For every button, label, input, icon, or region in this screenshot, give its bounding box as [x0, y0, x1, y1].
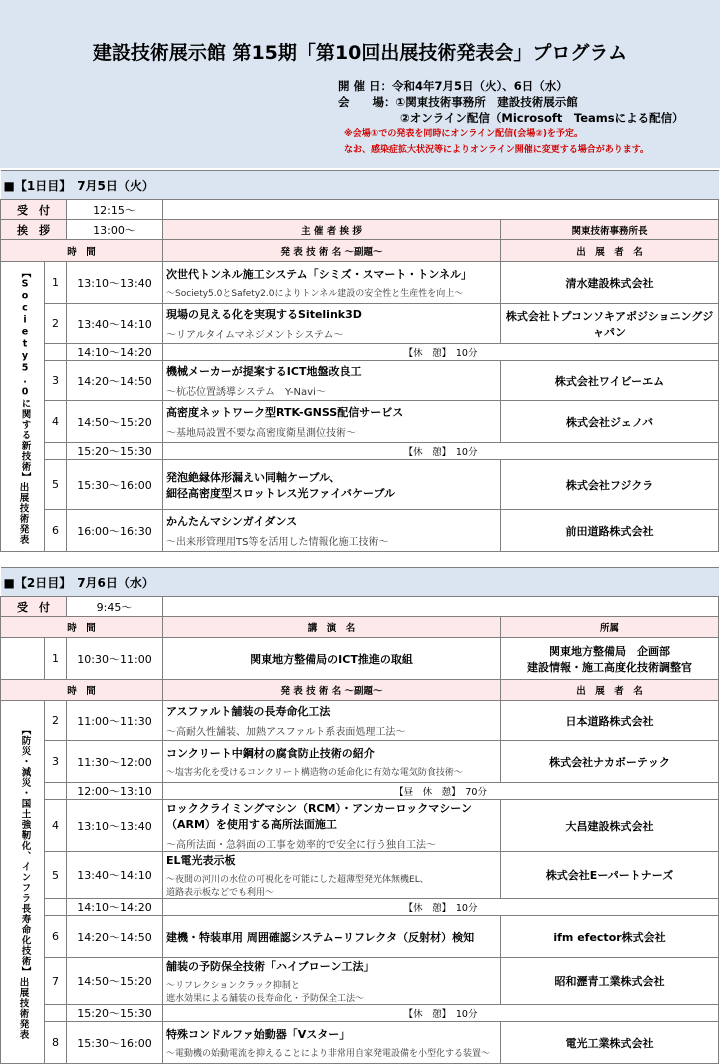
lecture-title: 関東地方整備局のICT推進の取組: [163, 638, 501, 680]
day2-row-company: 株式会社ナカボーテック: [501, 741, 719, 783]
day2-category-side: 出展技術発表: [17, 976, 29, 1040]
reception2-label: 受 付: [1, 597, 67, 617]
day2-row-no: 2: [45, 701, 67, 741]
day2-label: ■【2日目】 7月6日（水）: [1, 568, 719, 597]
day1-break-text: 【休 憩】 10分: [163, 344, 719, 361]
day2-row-tech: [163, 1022, 501, 1064]
day1-tech-title: かんたんマシンガイダンス: [166, 515, 298, 528]
day1-row-time: 13:10～13:40: [67, 262, 163, 304]
reception-time: 12:15～: [67, 200, 163, 220]
day2-row-company: 昭和瀝青工業株式会社: [501, 958, 719, 1005]
day1-row-time: 14:50～15:20: [67, 401, 163, 443]
day1-tech-subtitle: ～Society5.0とSafety2.0によりトンネル建設の安全性と生産性を向上～: [166, 289, 464, 299]
day2-row-no: 7: [45, 958, 67, 1005]
event-info: [338, 78, 684, 126]
day2-tech-title: 建機・特装車用 周囲確認システム−リフレクタ（反射材）検知: [166, 930, 475, 944]
header2-time: 時 間: [1, 617, 163, 638]
day2-row-time: 13:40～14:10: [67, 852, 163, 899]
day1-row-no: 6: [45, 510, 67, 552]
day2-tech-title: コンクリート中鋼材の腐食防止技術の紹介: [166, 747, 375, 760]
day2-tech-subtitle: ～リフレクションクラック抑制と 遮水効果による舗装の長寿命化・予防保全工法～: [166, 981, 365, 1004]
day1-category-side: 出展技術発表: [17, 482, 29, 546]
day1-row-company: 株式会社フジクラ: [501, 460, 719, 510]
day2-break-time: 12:00～13:10: [67, 783, 163, 800]
header2-lecture: 講 演 名: [163, 617, 501, 638]
day2-break-time: 15:20～15:30: [67, 1005, 163, 1022]
day1-tech-title: 高密度ネットワーク型RTK-GNSS配信サービス: [166, 406, 404, 419]
day1-row-company: 株式会社ジェノバ: [501, 401, 719, 443]
day2-row-company: 株式会社Eーパートナーズ: [501, 852, 719, 899]
day1-tech-title: 発泡絶縁体形漏えい同軸ケーブル、 細径高密度型スロットレス光ファイバケーブル: [166, 470, 396, 500]
day2-row-no: 8: [45, 1022, 67, 1064]
reception-label: 受 付: [1, 200, 67, 220]
day1-break-time: 15:20～15:30: [67, 443, 163, 460]
note-1: ※会場①での発表を同時にオンライン配信(会場②)を予定。: [344, 129, 583, 139]
day2-row-company: 電光工業株式会社: [501, 1022, 719, 1064]
day1-break-text: 【休 憩】 10分: [163, 443, 719, 460]
lecture-time: 10:30～11:00: [67, 638, 163, 680]
day1-tech-subtitle: ～基地局設置不要な高密度衛星測位技術～: [166, 428, 356, 439]
day2-tech-subtitle: ～高所法面・急斜面の工事を効率的で安全に行う独自工法～: [166, 840, 436, 851]
day2-break-text: 【休 憩】 10分: [163, 899, 719, 916]
day2-tech-subtitle: ～電動機の始動電流を抑えることにより非常用自家発電設備を小型化する装置～: [166, 1049, 491, 1059]
header-exhibitor: 出 展 者 名: [501, 240, 719, 262]
day2-row-tech: [163, 701, 501, 741]
day1-row-company: 株式会社トプコンソキアポジショニングジャパン: [501, 304, 719, 344]
day1-row-time: 15:30～16:00: [67, 460, 163, 510]
day1-row-company: 清水建設株式会社: [501, 262, 719, 304]
day2-tech-title: アスファルト舗装の長寿命化工法: [166, 705, 331, 718]
page-title: 建設技術展示館 第15期「第10回出展技術発表会」プログラム: [92, 42, 628, 64]
day1-tech-title: 次世代トンネル施工システム「シミズ・スマート・トンネル」: [166, 268, 473, 281]
day2-row-time: 13:10～13:40: [67, 800, 163, 852]
day1-row-company: 前田道路株式会社: [501, 510, 719, 552]
reception2-time: 9:45～: [67, 597, 163, 617]
day2-tech-subtitle: ～高耐久性舗装、加熱アスファルト系表面処理工法～: [166, 727, 406, 738]
day1-row-no: 2: [45, 304, 67, 344]
day2-category-title: 【防災・減災・国土強靭化、インフラ長寿命化技術】: [19, 724, 31, 977]
day1-table: [0, 170, 719, 552]
day1-tech-title: 現場の見える化を実現するSitelink3D: [166, 308, 362, 321]
day2-tech-subtitle: ～夜間の河川の水位の可視化を可能にした超薄型発光体無機EL、 道路表示板などでも利用～: [166, 875, 429, 898]
day1-row-tech: [163, 304, 501, 344]
day2-break-text: 【休 憩】 10分: [163, 1005, 719, 1022]
venue-2: ②オンライン配信（Microsoft Teamsによる配信）: [400, 111, 684, 125]
note-2: なお、感染症拡大状況等によりオンライン開催に変更する場合があります。: [344, 145, 650, 155]
event-date: 開 催 日：令和4年7月5日（火）、6日（水）: [338, 79, 568, 93]
day1-row-tech: [163, 361, 501, 401]
lecture-no: 1: [45, 638, 67, 680]
day1-row-time: 13:40～14:10: [67, 304, 163, 344]
day2-row-company: 日本道路株式会社: [501, 701, 719, 741]
day2-row-company: ifm efector株式会社: [501, 916, 719, 958]
day2-row-tech: [163, 958, 501, 1005]
day1-row-company: 株式会社ワイビーエム: [501, 361, 719, 401]
day1-tech-subtitle: ～出来形管理用TS等を活用した情報化施工技術～: [166, 537, 389, 548]
greeting-time: 13:00～: [67, 220, 163, 240]
day2-row-no: 5: [45, 852, 67, 899]
day1-row-tech: [163, 401, 501, 443]
greeting-by: 関東技術事務所長: [501, 220, 719, 240]
day2-row-time: 14:20～14:50: [67, 916, 163, 958]
day2-tech-title: 舗装の予防保全技術「ハイブローン工法」: [166, 960, 375, 973]
day1-tech-subtitle: ～リアルタイムマネジメントシステム～: [166, 330, 344, 341]
day1-row-tech: [163, 460, 501, 510]
day1-row-time: 16:00～16:30: [67, 510, 163, 552]
day2-row-no: 3: [45, 741, 67, 783]
day2-row-tech: [163, 800, 501, 852]
header3-exhibitor: 出 展 者 名: [501, 680, 719, 701]
day2-row-no: 4: [45, 800, 67, 852]
header-time: 時 間: [1, 240, 163, 262]
day2-tech-title: 特殊コンドルファ始動器「Vスター」: [166, 1028, 351, 1041]
header: [0, 0, 720, 168]
greeting-label: 挨 拶: [1, 220, 67, 240]
day2-category: [1, 701, 45, 1064]
greeting-text: 主 催 者 挨 拶: [163, 220, 501, 240]
day1-row-tech: [163, 510, 501, 552]
day2-tech-title: ロッククライミングマシン（RCM）・アンカーロックマシーン （ARM）を使用する高所法面施工: [166, 802, 473, 831]
lecture-affiliation: 関東地方整備局 企画部 建設情報・施工高度化技術調整官: [501, 638, 719, 680]
day1-row-no: 3: [45, 361, 67, 401]
day1-row-no: 1: [45, 262, 67, 304]
day2-table: [0, 567, 719, 1064]
header-tech: 発 表 技 術 名 ～副題～: [163, 240, 501, 262]
day2-break-time: 14:10～14:20: [67, 899, 163, 916]
header2-affiliation: 所属: [501, 617, 719, 638]
day2-row-time: 11:00～11:30: [67, 701, 163, 741]
day1-break-time: 14:10～14:20: [67, 344, 163, 361]
day2-row-tech: [163, 852, 501, 899]
day2-row-time: 15:30～16:00: [67, 1022, 163, 1064]
day2-row-no: 6: [45, 916, 67, 958]
day1-row-no: 5: [45, 460, 67, 510]
day2-row-company: 大昌建設株式会社: [501, 800, 719, 852]
day2-row-tech: [163, 916, 501, 958]
day1-label: ■【1日目】 7月5日（火）: [1, 171, 719, 200]
day2-row-time: 11:30～12:00: [67, 741, 163, 783]
day2-tech-subtitle: ～塩害劣化を受けるコンクリート構造物の延命化に有効な電気防食技術～: [166, 768, 463, 778]
day1-row-no: 4: [45, 401, 67, 443]
day2-tech-title: EL電光表示板: [166, 854, 236, 867]
day1-row-tech: [163, 262, 501, 304]
day1-category-title: 【Society5.0に関する新技術】: [19, 267, 31, 483]
day2-row-time: 14:50～15:20: [67, 958, 163, 1005]
day1-tech-title: 機械メーカーが提案するICT地盤改良工: [166, 365, 362, 378]
day1-tech-subtitle: ～杭芯位置誘導システム Y-Navi～: [166, 387, 326, 398]
header3-tech: 発 表 技 術 名 ～副題～: [163, 680, 501, 701]
day1-category: [1, 262, 45, 552]
day1-row-time: 14:20～14:50: [67, 361, 163, 401]
header3-time: 時 間: [1, 680, 163, 701]
day2-row-tech: [163, 741, 501, 783]
day2-break-text: 【昼 休 憩】 70分: [163, 783, 719, 800]
venue-1: 会 場：①関東技術事務所 建設技術展示館: [338, 95, 578, 109]
